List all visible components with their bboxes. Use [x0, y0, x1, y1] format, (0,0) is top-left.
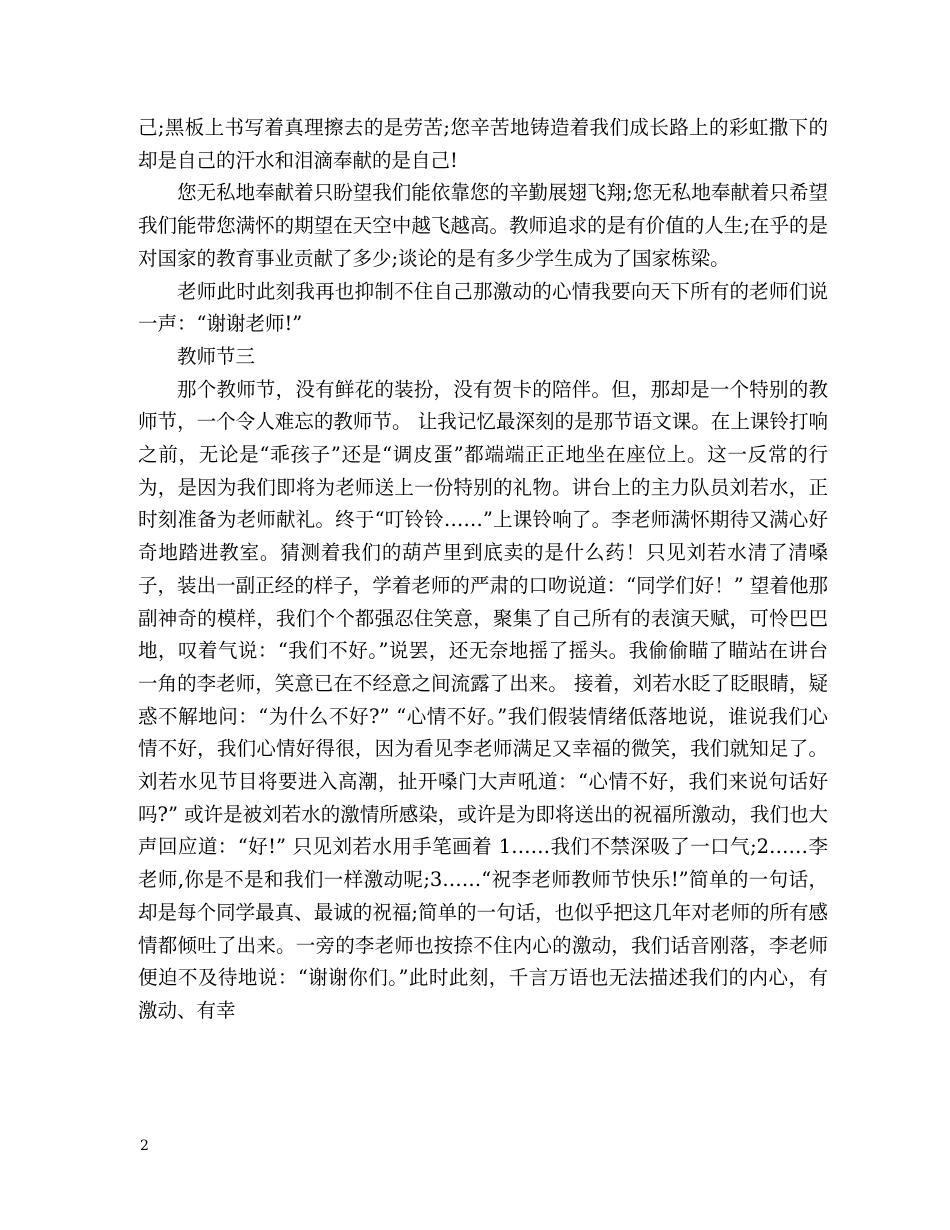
paragraph-1: 己;黑板上书写着真理擦去的是劳苦;您辛苦地铸造着我们成长路上的彩虹撒下的却是自己的汗水和泪滴奉献的是自己! [138, 116, 828, 172]
paragraph-3: 老师此时此刻我再也抑制不住自己那激动的心情我要向天下所有的老师们说一声：“谢谢老师!” [138, 279, 828, 336]
document-body [138, 112, 828, 1028]
paragraph-2: 您无私地奉献着只盼望我们能依靠您的辛勤展翅飞翔;您无私地奉献着只希望我们能带您满怀的期望在天空中越飞越高。教师追求的是有价值的人生;在乎的是对国家的教育事业贡献了多少;谈论的是有多少学生成为了国家栋梁。 [138, 181, 828, 270]
section-heading: 教师节三 [177, 344, 256, 368]
page-number: 2 [140, 1138, 149, 1154]
paragraph-4: 那个教师节，没有鲜花的装扮，没有贺卡的陪伴。但，那却是一个特别的教师节，一个令人难忘的教师节。 让我记忆最深刻的是那节语文课。在上课铃打响之前，无论是“乖孩子”还是“调皮蛋”都端端正正地坐在座位上。这一反常的行为，是因为我们即将为老师送上一份特别的礼物。讲台上的主力队员刘若水，正时刻准备为老师献礼。终于“叮铃铃……”上课铃响了。李老师满怀期待又满心好奇地踏进教室。猜测着我们的葫芦里到底卖的是什么药！只见刘若水清了清嗓子，装出一副正经的样子，学着老师的严肃的口吻说道：“同学们好！” 望着他那副神奇的模样，我们个个都强忍住笑意，聚集了自己所有的表演天赋，可怜巴巴地，叹着气说：“我们不好。”说罢，还无奈地摇了摇头。我偷偷瞄了瞄站在讲台一角的李老师，笑意已在不经意之间流露了出来。 接着，刘若水眨了眨眼睛，疑惑不解地问：“为什么不好?” “心情不好。”我们假装情绪低落地说，谁说我们心情不好，我们心情好得很，因为看见李老师满足又幸福的微笑，我们就知足了。 刘若水见节目将要进入高潮，扯开嗓门大声吼道：“心情不好，我们来说句话好吗?” 或许是被刘若水的激情所感染，或许是为即将送出的祝福所激动，我们也大声回应道：“好!” 只见刘若水用手笔画着 1……我们不禁深吸了一口气;2……李老师,你是不是和我们一样激动呢;3……“祝李老师教师节快乐!”简单的一句话，却是每个同学最真、最诚的祝福;简单的一句话，也似乎把这几年对老师的所有感情都倾吐了出来。一旁的李老师也按捺不住内心的激动，我们话音刚落，李老师便迫不及待地说：“谢谢你们。”此时此刻，千言万语也无法描述我们的内心，有激动、有幸 [138, 377, 828, 1022]
